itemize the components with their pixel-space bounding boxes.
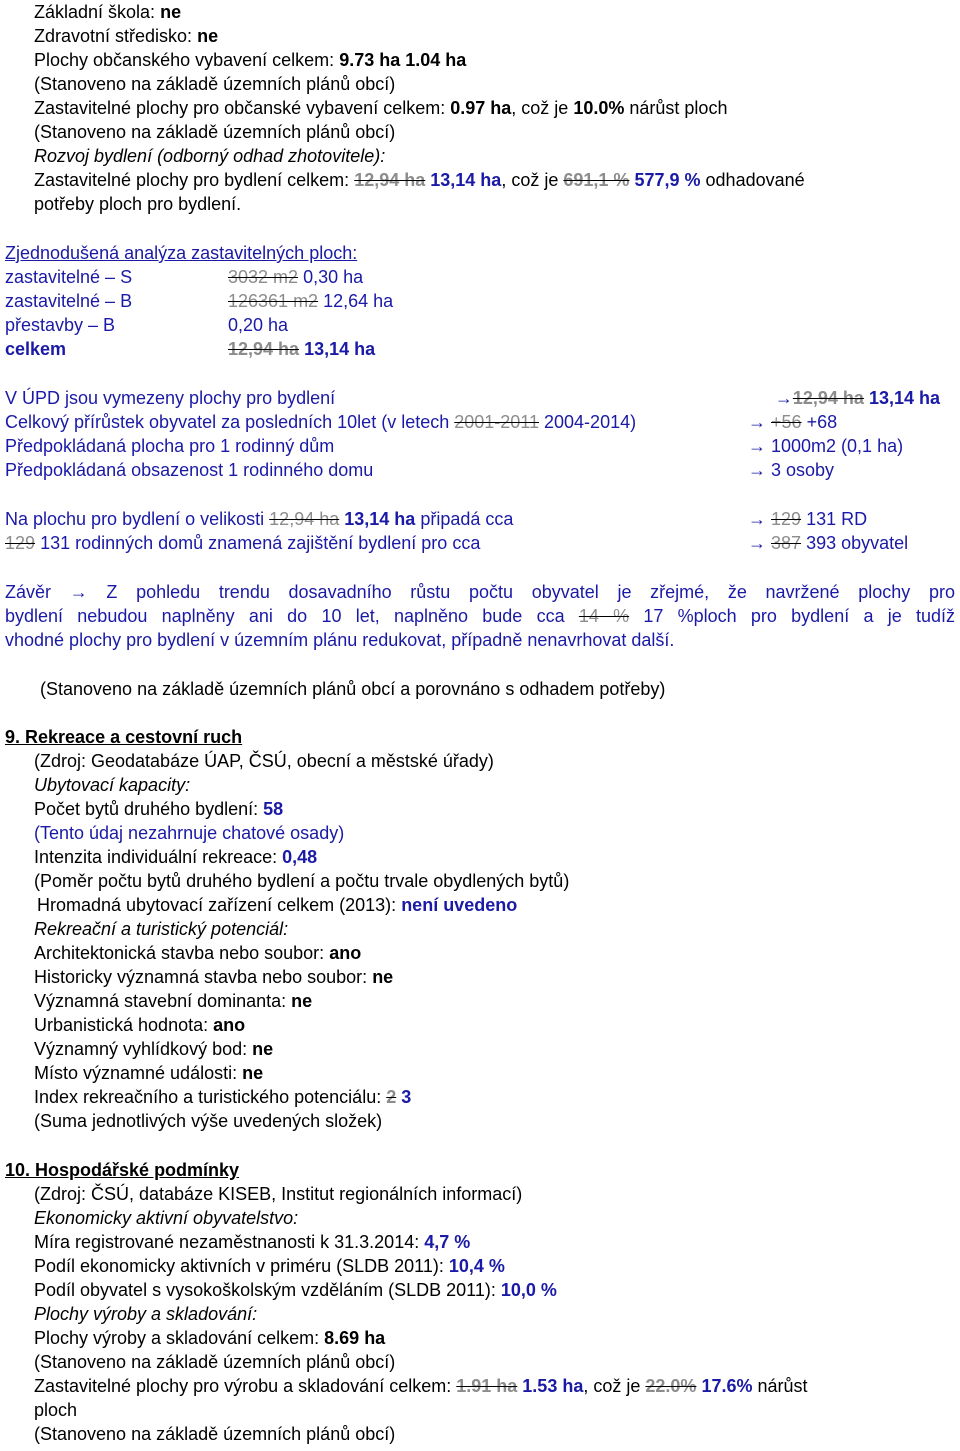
data-row: Počet bytů druhého bydlení: 58 [34, 799, 284, 819]
data-row: Plochy výroby a skladování celkem: 8.69 ha [34, 1328, 386, 1348]
analysis-total-label: celkem [5, 339, 67, 359]
calc-row-label: Předpokládaná obsazenost 1 rodinného domu [5, 460, 374, 480]
data-row: Významná stavební dominanta: ne [34, 991, 313, 1011]
analysis-label: zastavitelné – S [5, 267, 133, 287]
source-note: (Stanoveno na základě územních plánů obcí) [34, 1424, 396, 1444]
data-row: Významný vyhlídkový bod: ne [34, 1039, 274, 1059]
source-note: (Stanoveno na základě územních plánů obcí) [34, 122, 396, 142]
analysis-value: 0,20 ha [228, 315, 289, 335]
housing-needs-text: potřeby ploch pro bydlení. [34, 194, 242, 214]
analysis-title: Zjednodušená analýza zastavitelných ploch: [5, 243, 358, 263]
analysis-label: přestavby – B [5, 315, 116, 335]
conclusion-line: vhodné plochy pro bydlení v územním plánu redukovat, případně nenavrhovat další. [5, 630, 675, 650]
housing-subheading: Rozvoj bydlení (odborný odhad zhotovitele): [34, 146, 386, 166]
civic-buildable-row: Zastavitelné plochy pro občanské vybavení celkem: 0.97 ha, což je 10.0% nárůst ploch [34, 98, 728, 118]
section-heading: 10. Hospodářské podmínky [5, 1160, 240, 1180]
school-row: Základní škola: ne [34, 2, 182, 22]
analysis-label: zastavitelné – B [5, 291, 133, 311]
source-note: (Zdroj: Geodatabáze ÚAP, ČSÚ, obecní a městské úřady) [34, 751, 494, 771]
source-note: (Zdroj: ČSÚ, databáze KISEB, Institut regionálních informací) [34, 1184, 523, 1204]
data-row: Hromadná ubytovací zařízení celkem (2013): není uvedeno [37, 895, 518, 915]
data-row: Intenzita individuální rekreace: 0,48 [34, 847, 318, 867]
conclusion-line: Závěr → Z pohledu trendu dosavadního růstu počtu obyvatel je zřejmé, že navržené plochy pro [5, 582, 955, 602]
subheading: Rekreační a turistický potenciál: [34, 919, 289, 939]
calc-row-value: → +56 +68 [748, 412, 838, 432]
data-note: (Suma jednotlivých výše uvedených složek) [34, 1111, 383, 1131]
data-row: Míra registrované nezaměstnanosti k 31.3.2014: 4,7 % [34, 1232, 471, 1252]
source-note: (Stanoveno na základě územních plánů obcí) [34, 74, 396, 94]
calc-row-label: 129 131 rodinných domů znamená zajištění bydlení pro cca [5, 533, 481, 553]
calc-row-value: → 3 osoby [748, 460, 835, 480]
analysis-value: 126361 m2 12,64 ha [228, 291, 394, 311]
data-note: (Tento údaj nezahrnuje chatové osady) [34, 823, 345, 843]
data-row: Místo významné události: ne [34, 1063, 264, 1083]
data-row: Historicky významná stavba nebo soubor: ne [34, 967, 394, 987]
calc-row-label: Na plochu pro bydlení o velikosti 12,94 ha 13,14 ha připadá cca [5, 509, 514, 529]
calc-row-label: Předpokládaná plocha pro 1 rodinný dům [5, 436, 335, 456]
data-row: Urbanistická hodnota: ano [34, 1015, 246, 1035]
calc-row-value: → 387 393 obyvatel [748, 533, 909, 553]
calc-row-label: V ÚPD jsou vymezeny plochy pro bydlení [5, 388, 336, 408]
conclusion-line: bydlení nebudou naplněny ani do 10 let, naplněno bude cca 14 % 17 %ploch pro bydlení a je tudíž [5, 606, 955, 626]
analysis-value: 3032 m2 0,30 ha [228, 267, 364, 287]
subheading: Ekonomicky aktivní obyvatelstvo: [34, 1208, 299, 1228]
data-row: Podíl ekonomicky aktivních v priméru (SLDB 2011): 10,4 % [34, 1256, 505, 1276]
section-heading: 9. Rekreace a cestovní ruch [5, 727, 243, 747]
data-row: Zastavitelné plochy pro výrobu a skladování celkem: 1.91 ha 1.53 ha, což je 22.0% 17.6% nárůst [34, 1376, 808, 1396]
data-row: Architektonická stavba nebo soubor: ano [34, 943, 362, 963]
health-center-row: Zdravotní středisko: ne [34, 26, 219, 46]
analysis-total-value: 12,94 ha 13,14 ha [228, 339, 376, 359]
data-row: Podíl obyvatel s vysokoškolským vzděláním (SLDB 2011): 10,0 % [34, 1280, 557, 1300]
calc-row-value: → 1000m2 (0,1 ha) [748, 436, 904, 456]
subheading: Ubytovací kapacity: [34, 775, 191, 795]
conclusion-note: (Stanoveno na základě územních plánů obcí a porovnáno s odhadem potřeby) [40, 679, 666, 699]
subheading: Plochy výroby a skladování: [34, 1304, 258, 1324]
data-note: (Poměr počtu bytů druhého bydlení a počtu trvale obydlených bytů) [34, 871, 570, 891]
data-row: Index rekreačního a turistického potenciálu: 2 3 [34, 1087, 412, 1107]
source-note: (Stanoveno na základě územních plánů obcí) [34, 1352, 396, 1372]
housing-buildable-row: Zastavitelné plochy pro bydlení celkem: 12,94 ha 13,14 ha, což je 691,1 % 577,9 % odhadované [34, 170, 805, 190]
calc-row-value: →12,94 ha 13,14 ha [774, 388, 940, 408]
civic-areas-row: Plochy občanského vybavení celkem: 9.73 ha 1.04 ha [34, 50, 467, 70]
data-row-continued: ploch [34, 1400, 78, 1420]
calc-row-value: → 129 131 RD [748, 509, 868, 529]
calc-row-label: Celkový přírůstek obyvatel za posledních 10let (v letech 2001-2011 2004-2014) [5, 412, 637, 432]
